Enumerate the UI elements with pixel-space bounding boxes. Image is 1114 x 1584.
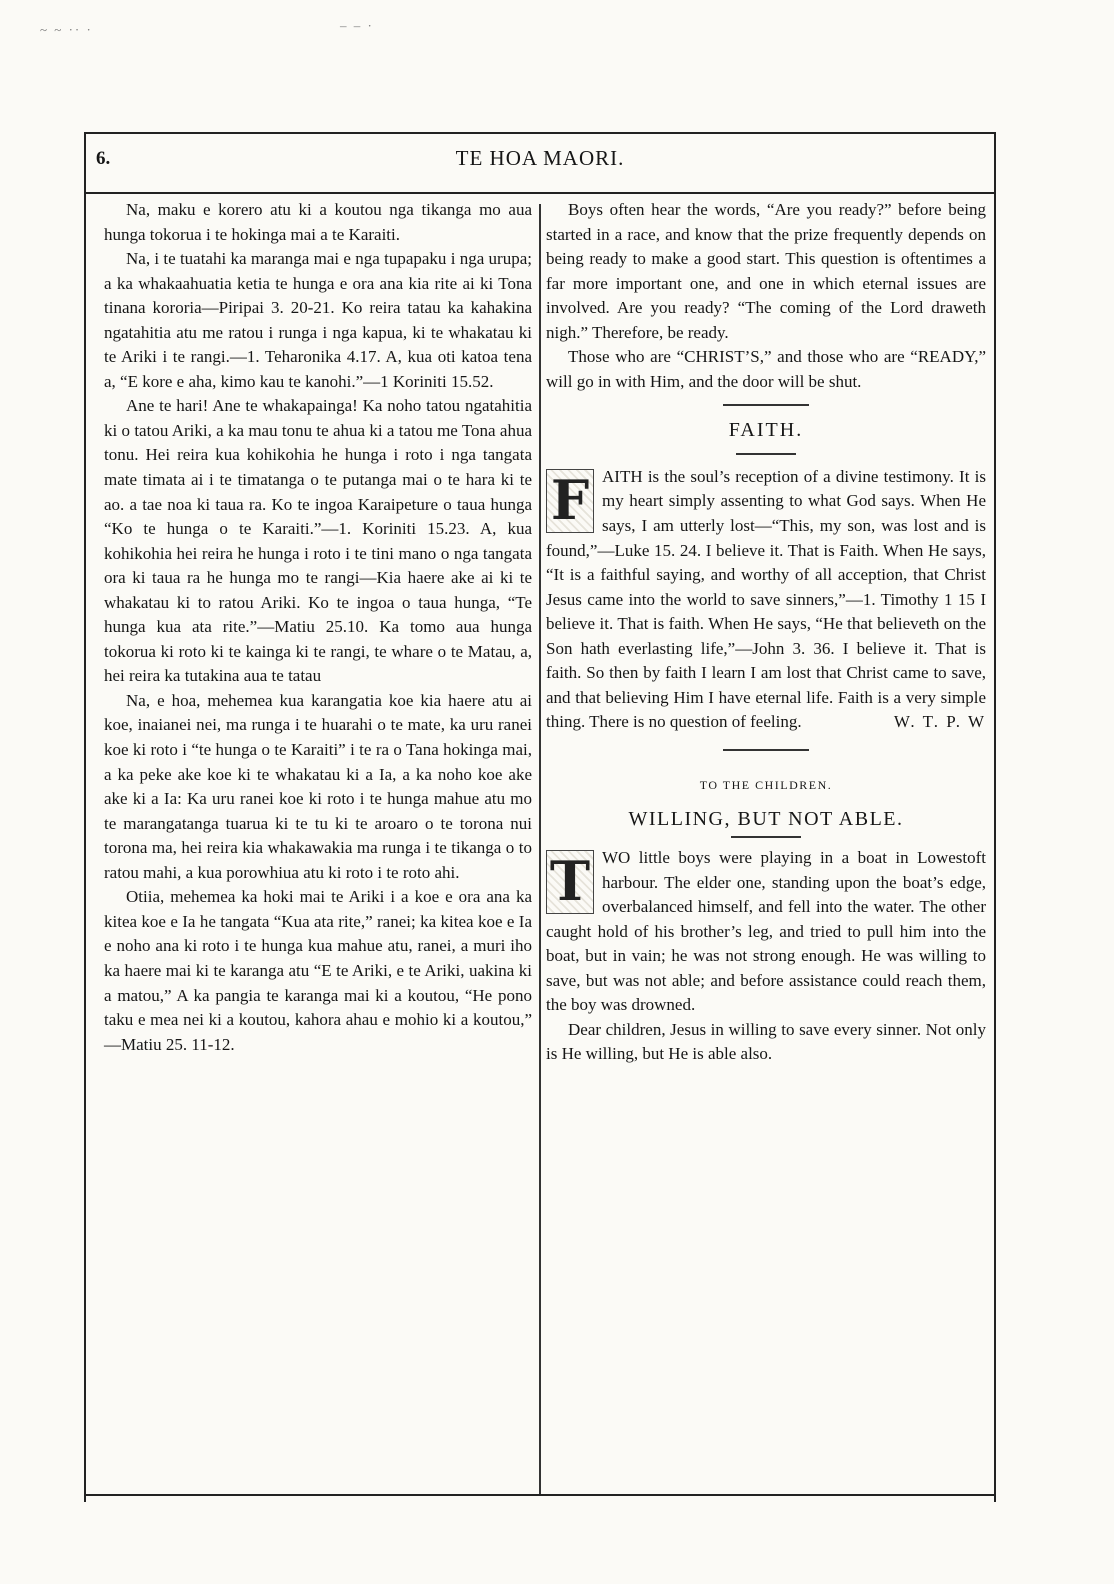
left-column: [104, 198, 532, 1057]
page-number: 6.: [96, 148, 111, 169]
closing-paragraph: Dear children, Jesus in willing to save every sinner. Not only is He willing, but He is able also.: [546, 1019, 986, 1064]
dropcap-t-ornament: T: [546, 850, 594, 914]
paper-mark-top-right: – – ·: [340, 18, 374, 33]
maori-paragraph-5: Otiia, mehemea ka hoki mai te Ariki i a koe e ora ana ka kitea koe e Ia he tangata “Kua ata rite,” ranei; ka kitea koe e Ia e noho ana ki roto i te hunga kua mahue atu, ranei, a muri iho ka haere mai ki te karanga atu “E te Ariki, e te Ariki, uakina ki a matou,” A ka pangia te karanga mai ki a koutou, “He pono taku e mea nei ki a koutou, kahora ahau e mohio ki a koutou,” —Matiu 25. 11-12.: [104, 887, 532, 1054]
section-divider-2: [723, 749, 809, 751]
left-border: [84, 132, 86, 1502]
willing-article: [546, 846, 986, 1018]
column-divider: [539, 204, 541, 1494]
right-column: [546, 198, 986, 1067]
newspaper-page: [84, 132, 996, 1502]
willing-heading: WILLING, BUT NOT ABLE.: [628, 808, 904, 831]
right-border: [994, 132, 996, 1502]
children-kicker: TO THE CHILDREN.: [699, 777, 833, 792]
ready-paragraph: Boys often hear the words, “Are you ready?” before being started in a race, and know that the prize frequently depends on being ready to make a good start. This question is oftentimes a far more important one, and one in which eternal issues are involved. Are you ready? “The coming of the Lord draweth nigh.” Therefore, be ready.: [546, 200, 986, 342]
faith-article: [546, 465, 986, 735]
newspaper-title: TE HOA MAORI.: [455, 146, 625, 170]
faith-heading: FAITH.: [728, 419, 804, 442]
faith-text: AITH is the soul’s reception of a divine testimony. It is my heart simply assenting to what God says. When He says, I am utterly lost—“This, my son, was lost and is found,”—Luke 15. 24. I believe it. That is Faith. When He says, “It is a faithful saying, and worthy of all acception, that Christ Jesus came into the world to save sinners,”—1. Timothy 1 15 I believe it. That is faith. When He says, “He that believeth on the Son hath everlasting life,”—John 3. 36. I believe it. That is faith. So then by faith I learn I am lost that Christ came to save, and that believing Him I have eternal life. Faith is a very simple thing. There is no question of feeling.: [546, 466, 986, 732]
heading-underline: [736, 453, 796, 455]
maori-paragraph-1: Na, maku e korero atu ki a koutou nga tikanga mo aua hunga tokorua i te hokinga mai a te Karaiti.: [104, 200, 532, 244]
christs-paragraph: Those who are “CHRIST’S,” and those who are “READY,” will go in with Him, and the door will be shut.: [546, 347, 986, 391]
heading-underline-2: [731, 836, 801, 838]
bottom-border: [84, 1494, 996, 1496]
maori-paragraph-4: Na, e hoa, mehemea kua karangatia koe kia haere atu ai koe, inaianei nei, ma runga i te huarahi o te mate, ka uru ranei koe ki roto i “te hunga o te Karaiti” i te ra o Tana hokinga mai, a ka peke ake koe ki te whakatau ki a Ia, a ka noho koe ake ake ki a Ia: Ka uru ranei koe ki roto i te hunga mahue atu mo te marangatanga tuarua ki te tu ki te aroaro o te torona nui torona ma, hei reira kia whakawakia ma runga i te tikanga o to ratou mahi, a kua porowhiua atu ki roto i te roto ahi.: [104, 690, 532, 882]
maori-paragraph-2: Na, i te tuatahi ka maranga mai e nga tupapaku i nga urupa; a ka whakaahuatia ketia te hunga e ora ana kia rite ai ki Tona tinana kororia—Piripai 3. 20-21. Ko reira tatau ka kahakina ngatahitia atu me ratou i runga i nga kapua, ki te whakatau ki te Ariki i te rangi.—1. Teharonika 4.17. A, kua oti katoa tena a, “E kore e aha, kimo kau te kanohi.”—1 Koriniti 15.52.: [104, 249, 532, 391]
maori-paragraph-3: Ane te hari! Ane te whakapainga! Ka noho tatou ngatahitia ki o tatou Ariki, a ka mau tonu te ahua ki a tatou me Tona ahua tonu. Hei reira kua kohikohia he hunga i roto i nga tangata mate timata ai i te timatanga o te putanga mai o te hara ki te ao. a tae noa ki taua ra. Ko te ingoa Karaipeture o taua hunga “Ko te hunga o te Karaiti.”—1. Koriniti 15.23. A, kua kohikohia hei reira he hunga i roto i te tini mano o nga tangata ora ki taua ra he hunga mo te rangi—Kia haere ake ai ki te whakatau ki to ratou Ariki. Ko te ingoa o taua hunga, “Te hunga kua ata rite.”—Matiu 25.10. Ka tomo aua hunga tokorua ki roto ki te kainga ki te rangi, te whare o te Matau, a, hei reira ka tutakina aua te tatau: [104, 396, 532, 686]
willing-text: WO little boys were playing in a boat in Lowestoft harbour. The elder one, standing upon the boat’s edge, overbalanced himself, and fell into the water. The other caught hold of his brother’s leg, and tried to pull him into the boat, but in vain; he was not strong enough. He was willing to save, but was not able; and before assistance could reach them, the boy was drowned.: [546, 848, 986, 1015]
dropcap-f-ornament: F: [546, 469, 594, 533]
section-divider: [723, 404, 809, 406]
page-header: [84, 132, 996, 194]
paper-mark-top: ~ ~ ·· ·: [40, 22, 93, 37]
author-signature: W. T. P. W: [893, 712, 986, 732]
